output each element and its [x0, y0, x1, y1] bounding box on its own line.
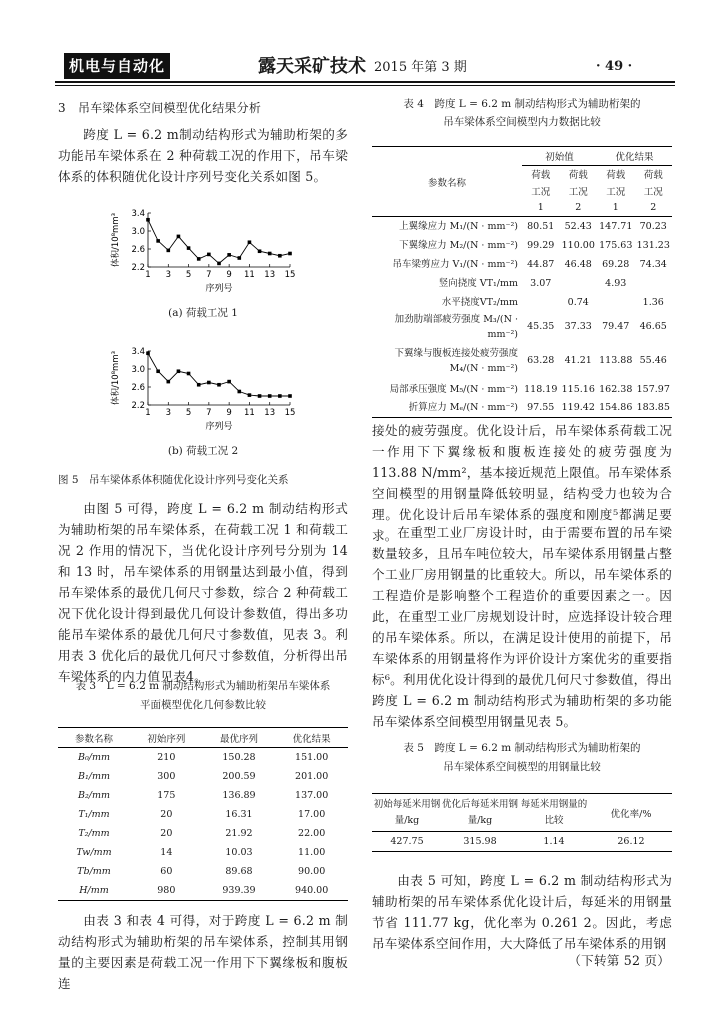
table4-sub-header: 2 — [650, 202, 657, 214]
table3-cell: 89.68 — [225, 866, 253, 877]
data-point — [268, 394, 272, 398]
data-point — [197, 383, 201, 387]
table3-cell: 20 — [160, 828, 173, 839]
table4-title: 表 4 跨度 L = 6.2 m 制动结构形式为辅助桁架的 — [403, 98, 641, 110]
y-tick-label: 3.0 — [131, 365, 145, 375]
table4-cell: 69.28 — [602, 258, 630, 270]
table4-sub-header: 荷载 — [643, 170, 663, 182]
table3-cell: B₁/mm — [77, 771, 110, 782]
data-point — [248, 393, 252, 397]
table5-header: 优化后每延米用钢量/kg — [442, 798, 519, 826]
data-point — [207, 381, 211, 385]
table3-cell: 16.31 — [225, 809, 253, 820]
x-tick-label: 5 — [185, 270, 192, 280]
table3-cell: 14 — [160, 847, 173, 858]
table4-cell: 154.86 — [599, 402, 633, 414]
paragraph-6: 由表 5 可知，跨度 L = 6.2 m 制动结构形式为辅助桁架的吊车梁体系优化设计后，每延米的用钢量节省 111.77 kg，优化率为 0.261 2。因此，考虑吊车梁体系空间作用，大大降低了吊车梁体系的用钢 — [372, 873, 672, 951]
table4-cell: 79.47 — [602, 321, 630, 332]
data-point — [217, 383, 221, 387]
data-point — [227, 380, 231, 384]
data-point — [258, 394, 262, 398]
table4-cell: 115.16 — [561, 383, 595, 395]
table4-row — [372, 399, 672, 418]
paragraph-2: 由图 5 可得，跨度 L = 6.2 m 制动结构形式为辅助桁架的吊车梁体系，在荷载工况 1 和荷载工况 2 作用的情况下，当优化设计序列号分别为 14 和 13 时，吊车梁体系的用钢量达到最小值，得到吊车梁体系的最优几何尺寸参数，综合 2 种荷载工况下优化设计得到最优几何设计参数值，得出多功能吊车梁体系的最优几何尺寸参数值，见表 3。利用表 3 优化后的最优几何尺寸参数值，分析得出吊车梁体系的内力值见表4。 — [58, 501, 348, 684]
table3-cell: 60 — [160, 866, 173, 877]
x-tick-label: 1 — [145, 270, 151, 280]
table4-row — [372, 274, 672, 293]
data-point — [288, 252, 292, 256]
table4-cell: 131.23 — [636, 239, 670, 251]
table4-cell: 119.42 — [561, 402, 595, 414]
chart-b-svg — [108, 343, 298, 435]
table4-sub-header: 工况 — [643, 187, 663, 198]
data-point — [146, 351, 150, 355]
table4-sub-header: 荷载 — [568, 170, 588, 182]
data-point — [177, 235, 181, 239]
y-tick-label: 3.0 — [131, 227, 145, 237]
data-point — [146, 218, 150, 222]
table3-cell: 940.00 — [295, 885, 329, 896]
chart-b — [108, 343, 298, 435]
table5-cell: 1.14 — [543, 836, 565, 847]
table3-cell: 10.03 — [225, 847, 253, 858]
table4-sub-header: 1 — [537, 202, 544, 214]
data-point — [197, 257, 201, 261]
table5-title: 表 5 跨度 L = 6.2 m 制动结构形式为辅助桁架的 — [403, 742, 641, 754]
data-point — [187, 246, 191, 250]
table5-header: 优化率/% — [610, 808, 652, 820]
table4-cell: 70.23 — [639, 220, 667, 232]
table5-header: 每延米用钢量的比较 — [520, 798, 588, 826]
table4-row — [372, 342, 672, 380]
table3-cell: 21.92 — [225, 828, 253, 839]
continued-note: （下转第 52 页） — [568, 953, 670, 968]
issue-label: 2015 年第 3 期 — [374, 60, 467, 75]
x-tick-label: 15 — [284, 408, 296, 418]
table3-cell: 175 — [157, 790, 176, 801]
table4-cell — [560, 274, 598, 293]
table4-cell: 下翼缘与腹板连接处疲劳强度 M₄/(N · mm⁻²) — [394, 347, 518, 374]
paragraph-1: 跨度 L = 6.2 m制动结构形式为辅助桁架的多功能吊车梁体系在 2 种荷载工况的作用下，吊车梁体系的体积随优化设计序列号变化关系如图 5。 — [58, 127, 348, 184]
data-point — [258, 249, 262, 253]
x-tick-label: 9 — [226, 408, 232, 418]
table3-cell: 210 — [157, 752, 176, 763]
table4-cell: 竖向挠度 VT₁/mm — [438, 277, 518, 289]
table5-cell: 315.98 — [463, 836, 497, 847]
table4-cell: 41.21 — [564, 355, 592, 366]
table4-row — [372, 255, 672, 274]
y-axis-label: 体积/10⁸mm³ — [111, 350, 121, 406]
table3-cell: 136.89 — [222, 790, 256, 801]
data-point — [268, 252, 272, 256]
table3-cell: Tw/mm — [76, 847, 112, 858]
table4-row — [372, 217, 672, 236]
data-point — [156, 239, 160, 243]
data-point — [278, 254, 282, 258]
table4-cell: 折算应力 Mₑ/(N · mm⁻²) — [408, 402, 518, 414]
page-number: · 49 · — [596, 59, 633, 74]
table4-cell: 37.33 — [564, 321, 592, 332]
table4-sub-header: 工况 — [606, 187, 626, 198]
table3-row — [58, 748, 348, 768]
figure-sub-caption-a: (a) 荷载工况 1 — [168, 307, 238, 319]
data-point — [166, 249, 170, 253]
table3-cell: B₀/mm — [77, 752, 110, 763]
series-line — [148, 220, 290, 264]
y-tick-label: 2.6 — [131, 245, 145, 255]
x-tick-label: 3 — [165, 270, 171, 280]
table4-cell: 44.87 — [527, 258, 555, 270]
table3-cell: 980 — [157, 885, 176, 896]
data-point — [187, 372, 191, 376]
table4-cell: 加劲肋端部疲劳强度 M₃/(N · mm⁻²) — [394, 313, 518, 340]
table3-row — [58, 805, 348, 824]
x-axis-label: 序列号 — [205, 284, 233, 294]
table4-cell: 80.51 — [527, 220, 555, 232]
table4-cell: 吊车梁剪应力 V₁/(N · mm⁻²) — [392, 258, 518, 270]
section-title: 3 吊车梁体系空间模型优化结果分析 — [58, 101, 262, 115]
table3-header: 最优序列 — [219, 733, 258, 745]
table4-cell: 162.38 — [599, 383, 633, 395]
table4-cell: 4.93 — [605, 277, 627, 289]
table3-cell: B₂/mm — [77, 790, 110, 801]
data-point — [207, 253, 211, 257]
header-rule-thin — [55, 85, 675, 86]
x-tick-label: 5 — [185, 408, 192, 418]
table4-sub-header: 2 — [575, 202, 582, 214]
table3-row — [58, 767, 348, 786]
table3-cell: H/mm — [79, 885, 109, 896]
table4-cell: 1.36 — [642, 296, 664, 308]
table3-row — [58, 843, 348, 862]
table4-cell — [522, 293, 560, 312]
table4-param-header: 参数名称 — [372, 147, 522, 217]
data-point — [177, 369, 181, 373]
table3-cell: 300 — [157, 771, 176, 782]
table3-header: 初始序列 — [147, 733, 186, 745]
table4-cell — [597, 293, 635, 312]
table3-row — [58, 862, 348, 881]
table-3 — [58, 727, 348, 901]
table4-group-optimized: 优化结果 — [597, 147, 672, 166]
x-tick-label: 9 — [226, 270, 232, 280]
table4-row — [372, 380, 672, 399]
paragraph-3: 由表 3 和表 4 可得，对于跨度 L = 6.2 m 制动结构形式为辅助桁架的吊车梁体系，控制其用钢量的主要因素是荷载工况一作用下下翼缘板和腹板连 — [58, 913, 348, 991]
table4-cell: 99.29 — [527, 239, 555, 251]
table4-cell: 113.88 — [599, 355, 633, 366]
header-rule — [55, 81, 675, 83]
table3-cell: 22.00 — [298, 828, 326, 839]
table4-cell: 110.00 — [561, 239, 595, 251]
data-point — [248, 240, 252, 244]
table3-row — [58, 881, 348, 901]
x-tick-label: 7 — [206, 270, 212, 280]
table4-row — [372, 293, 672, 312]
data-point — [227, 253, 231, 257]
table4-cell: 46.65 — [639, 321, 667, 332]
x-tick-label: 7 — [206, 408, 212, 418]
data-point — [237, 256, 241, 260]
table3-row — [58, 786, 348, 805]
journal-title: 露天采矿技术 — [258, 56, 366, 77]
table3-header: 优化结果 — [292, 733, 331, 745]
table3-title: 表 3 L = 6.2 m 制动结构形式为辅助桁架吊车梁体系 — [75, 680, 331, 692]
x-tick-label: 13 — [264, 408, 276, 418]
data-point — [278, 394, 282, 398]
chart-a-svg — [108, 205, 298, 297]
table3-row — [58, 824, 348, 843]
table4-cell: 74.34 — [639, 258, 667, 270]
table3-cell: 939.39 — [222, 885, 256, 896]
data-point — [237, 390, 241, 394]
table4-cell: 上翼缘应力 M₁/(N · mm⁻²) — [399, 220, 518, 232]
table3-cell: 17.00 — [298, 809, 326, 820]
table5-cell: 427.75 — [390, 836, 424, 847]
table4-row — [372, 236, 672, 255]
y-tick-label: 3.4 — [131, 209, 145, 219]
table4-cell: 97.55 — [527, 402, 555, 414]
table4-sub-header: 工况 — [568, 187, 588, 198]
table3-cell: T₂/mm — [78, 828, 110, 839]
table3-title-2: 平面模型优化几何参数比较 — [140, 699, 266, 711]
table4-title-2: 吊车梁体系空间模型内力数据比较 — [443, 116, 601, 128]
table4-cell: 63.28 — [527, 355, 555, 366]
journal-section-label: 机电与自动化 — [64, 53, 170, 79]
table4-sub-header: 工况 — [531, 187, 551, 198]
y-axis-label: 体积/10⁸mm³ — [111, 212, 121, 268]
table4-cell: 下翼缘应力 M₂/(N · mm⁻²) — [399, 239, 518, 251]
table4-cell: 183.85 — [636, 402, 670, 414]
chart-a — [108, 205, 298, 297]
table4-cell: 157.97 — [636, 383, 670, 395]
table-5 — [372, 793, 672, 852]
table4-sub-header: 荷载 — [606, 170, 626, 182]
table4-cell: 52.43 — [564, 220, 592, 232]
table5-title-2: 吊车梁体系空间模型的用钢量比较 — [443, 761, 601, 773]
table4-cell: 局部承压强度 M₅/(N · mm⁻²) — [389, 383, 518, 395]
table3-cell: 20 — [160, 809, 173, 820]
table4-row — [372, 312, 672, 342]
figure-sub-caption-b: (b) 荷载工况 2 — [167, 445, 239, 457]
table4-cell: 175.63 — [599, 239, 633, 251]
table3-cell: 201.00 — [295, 771, 329, 782]
y-tick-label: 2.2 — [131, 263, 145, 273]
table5-cell: 26.12 — [617, 836, 645, 847]
figure-caption: 图 5 吊车梁体系体积随优化设计序列号变化关系 — [58, 474, 289, 486]
y-tick-label: 2.6 — [131, 383, 145, 393]
table4-cell: 147.71 — [599, 220, 633, 232]
table4-cell: 水平挠度VT₂/mm — [441, 296, 518, 308]
table3-cell: T₁/mm — [78, 809, 110, 820]
x-tick-label: 3 — [165, 408, 171, 418]
table3-cell: Tb/mm — [77, 866, 111, 877]
data-point — [156, 369, 160, 373]
table4-group-initial: 初始值 — [522, 147, 597, 166]
table4-cell: 3.07 — [530, 277, 552, 289]
table4-sub-header: 荷载 — [531, 170, 551, 182]
x-tick-label: 1 — [145, 408, 151, 418]
table3-cell: 11.00 — [298, 847, 326, 858]
table3-cell: 200.59 — [222, 771, 256, 782]
table3-cell: 150.28 — [222, 752, 256, 763]
paragraph-4: 接处的疲劳强度。优化设计后，吊车梁体系荷载工况一作用下下翼缘板和腹板连接处的疲劳强度为 113.88 N/mm²，基本接近规范上限值。吊车梁体系空间模型的用钢量降低较明显，结构受力也较为合理。优化设计后吊车梁体系的强度和刚度⁵都满足要求。 — [372, 423, 672, 543]
table4-cell: 118.19 — [524, 383, 558, 395]
table4-cell: 46.48 — [564, 258, 592, 270]
paragraph-5: 在重型工业厂房设计时，由于需要布置的吊车梁数量较多，且吊车吨位较大，吊车梁体系用钢量占整个工业厂房用钢量的比重较大。所以，吊车梁体系的工程造价是影响整个工程造价的重要因素之一。因此，在重型工业厂房规划设计时，应选择设计较合理的吊车梁体系。所以，在满足设计使用的前提下，吊车梁体系的用钢量将作为评价设计方案优劣的重要指标⁶。利用优化设计得到的最优几何尺寸参数值，得出跨度 L = 6.2 m 制动结构形式为辅助桁架的多功能吊车梁体系空间模型用钢量见表 5。 — [372, 525, 672, 729]
data-point — [166, 380, 170, 384]
x-tick-label: 15 — [284, 270, 296, 280]
table3-header: 参数名称 — [74, 733, 113, 745]
table4-cell: 45.35 — [527, 321, 555, 332]
table4-cell: 55.46 — [639, 355, 667, 366]
data-point — [217, 262, 221, 266]
x-tick-label: 11 — [244, 408, 255, 418]
table3-cell: 90.00 — [298, 866, 326, 877]
x-tick-label: 11 — [244, 270, 255, 280]
table4-cell: 0.74 — [567, 296, 589, 308]
table5-header: 初始每延米用钢量/kg — [373, 798, 441, 826]
x-tick-label: 13 — [264, 270, 276, 280]
table3-cell: 137.00 — [295, 790, 329, 801]
table3-cell: 151.00 — [295, 752, 329, 763]
data-point — [288, 394, 292, 398]
y-tick-label: 3.4 — [131, 347, 145, 357]
series-line — [148, 353, 290, 396]
table4-sub-header: 1 — [612, 202, 619, 214]
y-tick-label: 2.2 — [131, 401, 145, 411]
x-axis-label: 序列号 — [205, 422, 233, 432]
table4-cell — [635, 274, 673, 293]
table-4 — [372, 146, 672, 418]
